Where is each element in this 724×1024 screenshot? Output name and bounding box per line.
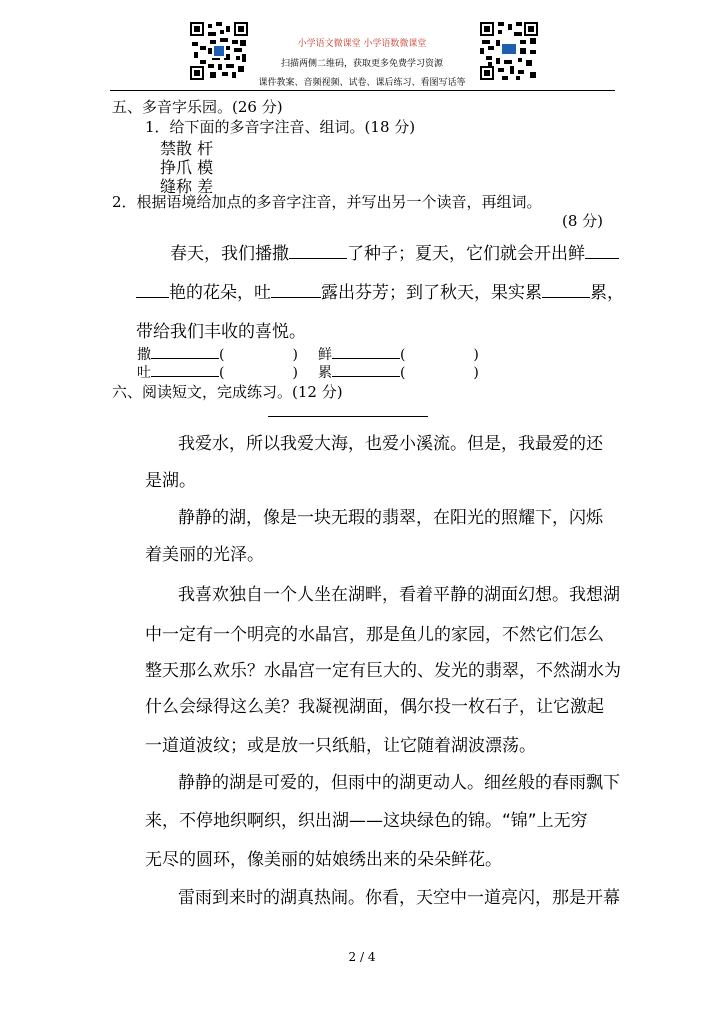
header-divider	[110, 90, 615, 91]
passage-line-9: 一道道波纹；或是放一只纸船，让它随着湖波漂荡。	[145, 736, 536, 756]
header-line-2: 扫描两侧二维码，获取更多免费学习资源	[280, 59, 443, 69]
answer-row-2: 吐 ( ) 累 ( )	[137, 362, 479, 382]
passage-line-4: 着美丽的光泽。	[145, 545, 264, 565]
passage-line-12: 无尽的圆环，像美丽的姑娘绣出来的朵朵鲜花。	[145, 850, 502, 870]
answer-blank-sa[interactable]	[151, 344, 219, 359]
chars-row-2: 挣爪 模	[160, 158, 214, 177]
passage-line-2: 是湖。	[145, 471, 196, 491]
qr-code-left	[190, 22, 248, 80]
header-line-3: 课件教案、音频视频、试卷、课后练习、看图写话等	[258, 78, 466, 88]
context-line-3: 带给我们丰收的喜悦。	[136, 322, 306, 342]
blank-2b[interactable]	[136, 280, 169, 298]
page-number: 2 / 4	[348, 950, 376, 964]
passage-line-6: 中一定有一个明亮的水晶宫，那是鱼儿的家园，不然它们怎么	[145, 625, 604, 645]
header-line-1: 小学语文微课堂 小学语数微课堂	[297, 39, 427, 49]
blank-2[interactable]	[585, 241, 619, 259]
passage-line-10: 静静的湖是可爱的，但雨中的湖更动人。细丝般的春雨飘下	[178, 773, 620, 793]
passage-line-13: 雷雨到来时的湖真热闹。你看，天空中一道亮闪，那是开幕	[178, 888, 620, 908]
qr-code-right	[480, 22, 538, 80]
chars-row-1: 禁散 杆	[160, 139, 214, 158]
answer-blank-lei[interactable]	[332, 362, 400, 377]
passage-line-7: 整天那么欢乐？水晶宫一定有巨大的、发光的翡翠，不然湖水为	[145, 661, 621, 681]
section5-q2: 2．根据语境给加点的多音字注音，并写出另一个读音，再组词。	[112, 193, 542, 211]
answer-blank-tu[interactable]	[151, 362, 219, 377]
section5-title: 五、多音字乐园。(26 分)	[112, 98, 283, 116]
answer-blank-xian[interactable]	[332, 344, 400, 359]
blank-4[interactable]	[542, 280, 590, 298]
passage-line-8: 什么会绿得这么美？我凝视湖面，偶尔投一枚石子，让它激起	[145, 697, 604, 717]
passage-line-3: 静静的湖，像是一块无瑕的翡翠，在阳光的照耀下，闪烁	[178, 508, 603, 528]
blank-3[interactable]	[271, 280, 321, 298]
blank-1[interactable]	[289, 241, 347, 259]
section5-q1: 1．给下面的多音字注音、组词。(18 分)	[145, 118, 416, 136]
article-title-blank[interactable]	[268, 416, 428, 417]
passage-line-5: 我喜欢独自一个人坐在湖畔，看着平静的湖面幻想。我想湖	[178, 585, 620, 605]
passage-line-11: 来，不停地织啊织，织出湖——这块绿色的锦。“锦”上无穷	[145, 811, 588, 831]
section6-title: 六、阅读短文，完成练习。(12 分)	[112, 383, 343, 401]
passage-line-1: 我爱水，所以我爱大海，也爱小溪流。但是，我最爱的还	[178, 434, 603, 454]
context-line-2: 艳的花朵，吐 露出芬芳；到了秋天，果实累 累，	[136, 278, 624, 303]
section5-q2-score: (8 分)	[562, 212, 604, 230]
context-line-1: 春天，我们播撒 了种子；夏天，它们就会开出鲜	[170, 239, 619, 264]
chars-row-3: 缝称 差	[160, 177, 214, 196]
answer-row-1: 撒 ( ) 鲜 ( )	[137, 344, 479, 364]
